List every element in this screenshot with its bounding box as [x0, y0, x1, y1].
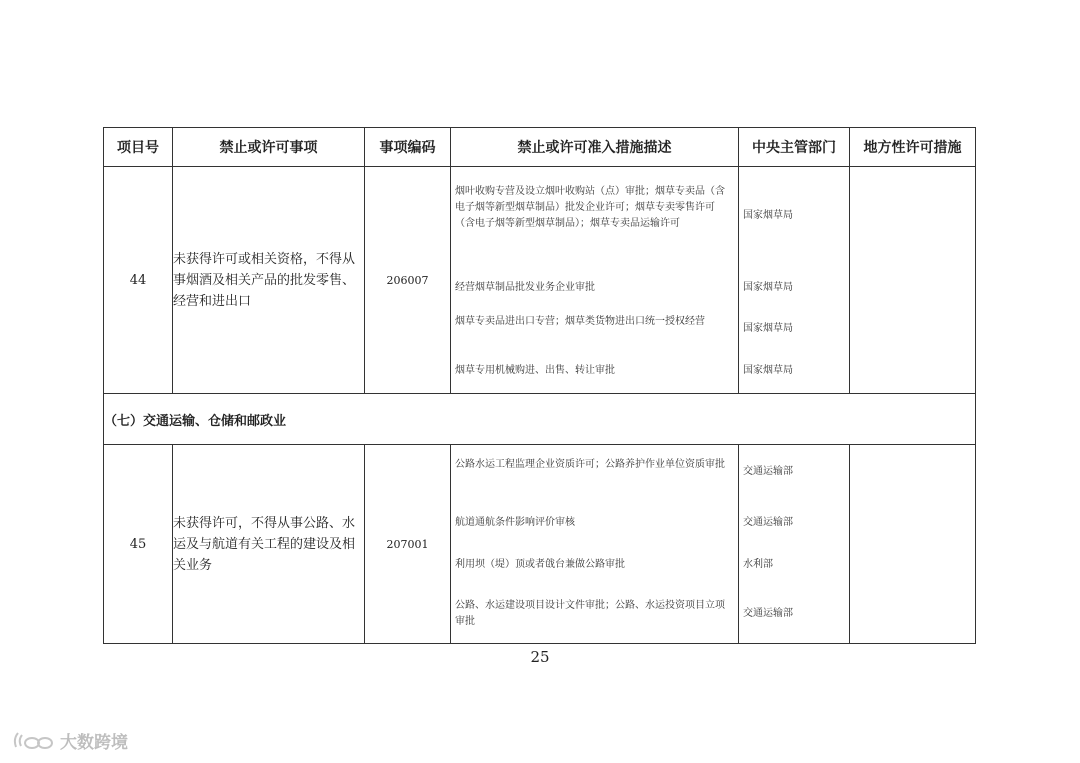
- dept-cell: [739, 445, 850, 644]
- table-row: [104, 167, 976, 394]
- header-row: [104, 128, 976, 167]
- header-measure-desc: 禁止或许可准入措施描述: [451, 128, 739, 167]
- header-item-no: 项目号: [104, 128, 173, 167]
- measure-desc: 经营烟草制品批发业务企业审批: [455, 282, 595, 293]
- central-dept: 交通运输部: [743, 466, 793, 477]
- central-dept: 国家烟草局: [743, 210, 793, 221]
- central-dept: 交通运输部: [743, 517, 793, 528]
- measure-desc: 利用坝（堤）顶或者戗台兼做公路审批: [455, 559, 625, 570]
- central-dept: 国家烟草局: [743, 323, 793, 334]
- local-measure-cell: [850, 167, 976, 394]
- matter-text: 未获得许可或相关资格，不得从事烟酒及相关产品的批发零售、经营和进出口: [173, 167, 365, 394]
- measure-desc: 烟草专卖品进出口专营；烟草类货物进出口统一授权经营: [455, 316, 705, 327]
- central-dept: 水利部: [743, 559, 773, 570]
- item-code: 206007: [365, 167, 451, 394]
- dept-cell: [739, 167, 850, 394]
- section-row: [104, 394, 976, 445]
- header-code: 事项编码: [365, 128, 451, 167]
- local-measure-cell: [850, 445, 976, 644]
- section-title: （七）交通运输、仓储和邮政业: [104, 394, 976, 445]
- measures-table: [103, 127, 976, 644]
- measure-desc: 烟草专用机械购进、出售、转让审批: [455, 365, 615, 376]
- item-number: 45: [104, 445, 173, 644]
- item-code: 207001: [365, 445, 451, 644]
- watermark: [12, 728, 128, 753]
- measure-desc-cell: [451, 167, 739, 394]
- page-number: 25: [530, 648, 550, 666]
- header-matter: 禁止或许可事项: [173, 128, 365, 167]
- header-local-measure: 地方性许可措施: [850, 128, 976, 167]
- measure-desc: 公路水运工程监理企业资质许可；公路养护作业单位资质审批: [455, 459, 725, 470]
- measure-desc: 公路、水运建设项目设计文件审批；公路、水运投资项目立项审批: [455, 600, 725, 627]
- matter-text: 未获得许可，不得从事公路、水运及与航道有关工程的建设及相关业务: [173, 445, 365, 644]
- measure-desc: 烟叶收购专营及设立烟叶收购站（点）审批；烟草专卖品（含电子烟等新型烟草制品）批发企业许可；烟草专卖零售许可（含电子烟等新型烟草制品）；烟草专卖品运输许可: [455, 186, 725, 229]
- header-central-dept: 中央主管部门: [739, 128, 850, 167]
- measure-desc-cell: [451, 445, 739, 644]
- watermark-text: 大数跨境: [60, 733, 128, 753]
- table-row: [104, 445, 976, 644]
- central-dept: 交通运输部: [743, 608, 793, 619]
- weibo-logo-icon: [12, 729, 54, 753]
- measure-desc: 航道通航条件影响评价审核: [455, 517, 575, 528]
- central-dept: 国家烟草局: [743, 365, 793, 376]
- item-number: 44: [104, 167, 173, 394]
- central-dept: 国家烟草局: [743, 282, 793, 293]
